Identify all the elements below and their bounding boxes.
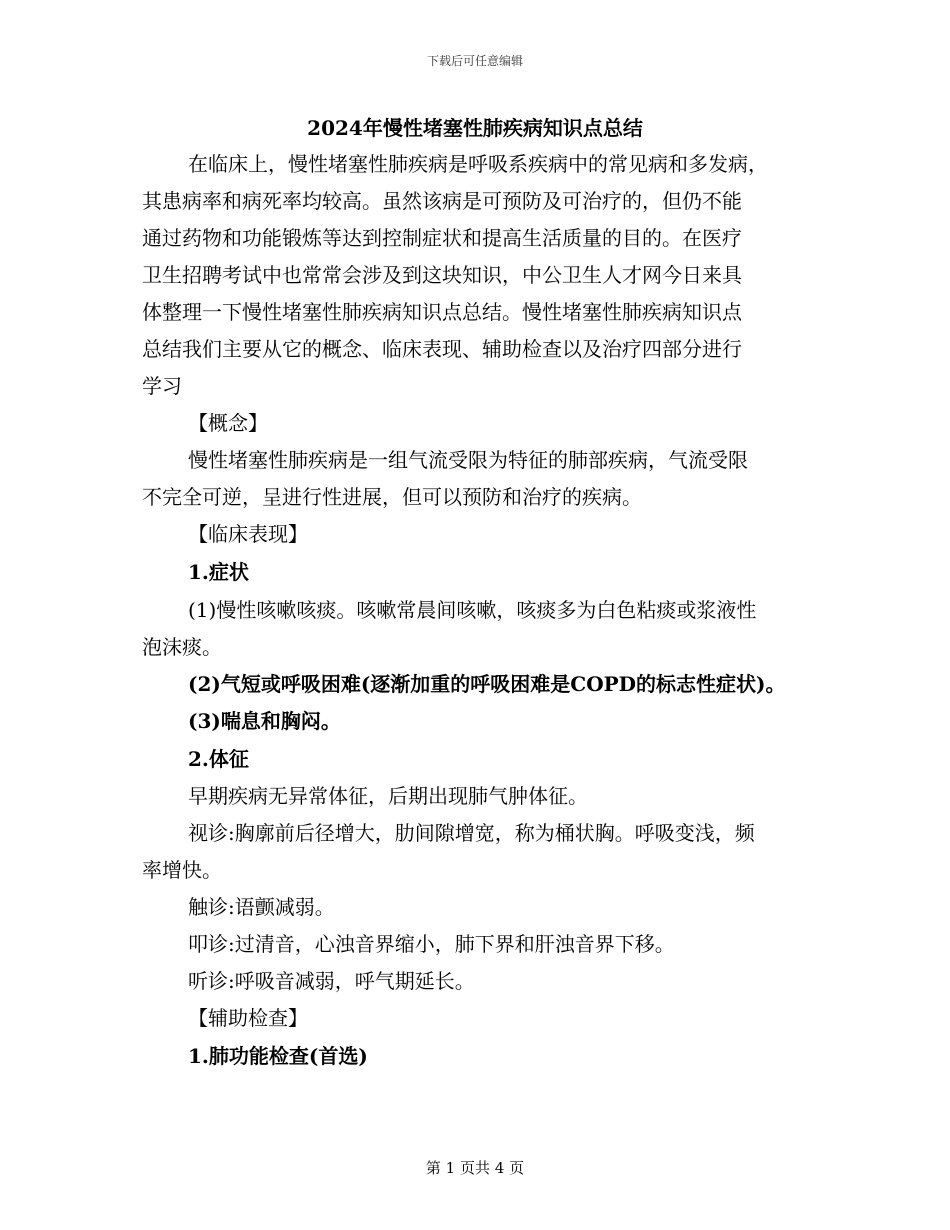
- intro-line: 卫生招聘考试中也常常会涉及到这块知识，中公卫生人才网今日来具: [142, 263, 742, 287]
- signs-line: 率增快。: [142, 858, 222, 882]
- signs-line: 早期疾病无异常体征，后期出现肺气肿体征。: [188, 784, 588, 808]
- section-heading-clinical: 【临床表现】: [188, 522, 308, 546]
- signs-line: 触诊:语颤减弱。: [188, 895, 335, 919]
- intro-line: 学习: [142, 374, 182, 398]
- signs-line: 听诊:呼吸音减弱，呼气期延长。: [188, 969, 475, 993]
- subheading-signs: 2.体征: [188, 747, 249, 771]
- symptom-line: 泡沫痰。: [142, 635, 222, 659]
- section-heading-auxiliary: 【辅助检查】: [188, 1006, 308, 1030]
- intro-line: 在临床上，慢性堵塞性肺疾病是呼吸系疾病中的常见病和多发病，: [188, 152, 768, 176]
- intro-line: 体整理一下慢性堵塞性肺疾病知识点总结。慢性堵塞性肺疾病知识点: [142, 300, 742, 324]
- concept-line: 不完全可逆，呈进行性进展，但可以预防和治疗的疾病。: [142, 485, 642, 509]
- section-heading-concept: 【概念】: [188, 411, 268, 435]
- header-note: 下载后可任意编辑: [426, 54, 523, 68]
- intro-line: 其患病率和病死率均较高。虽然该病是可预防及可治疗的，但仍不能: [142, 189, 742, 213]
- document-title: 2024年慢性堵塞性肺疾病知识点总结: [307, 116, 643, 140]
- subheading-symptoms: 1.症状: [188, 560, 249, 584]
- subheading-lung-function: 1.肺功能检查(首选): [188, 1044, 368, 1068]
- symptom-line: (1)慢性咳嗽咳痰。咳嗽常晨间咳嗽，咳痰多为白色粘痰或浆液性: [188, 598, 757, 622]
- intro-line: 总结我们主要从它的概念、临床表现、辅助检查以及治疗四部分进行: [142, 337, 742, 361]
- page-footer: 第 1 页共 4 页: [425, 1159, 525, 1177]
- concept-line: 慢性堵塞性肺疾病是一组气流受限为特征的肺部疾病，气流受限: [188, 448, 748, 472]
- signs-line: 叩诊:过清音，心浊音界缩小，肺下界和肝浊音界下移。: [188, 932, 675, 956]
- symptom-line-bold: (2)气短或呼吸困难(逐渐加重的呼吸困难是COPD的标志性症状)。: [188, 672, 786, 696]
- signs-line: 视诊:胸廓前后径增大，肋间隙增宽，称为桶状胸。呼吸变浅，频: [188, 821, 755, 845]
- intro-line: 通过药物和功能锻炼等达到控制症状和提高生活质量的目的。在医疗: [142, 226, 742, 250]
- symptom-line-bold: (3)喘息和胸闷。: [188, 709, 341, 733]
